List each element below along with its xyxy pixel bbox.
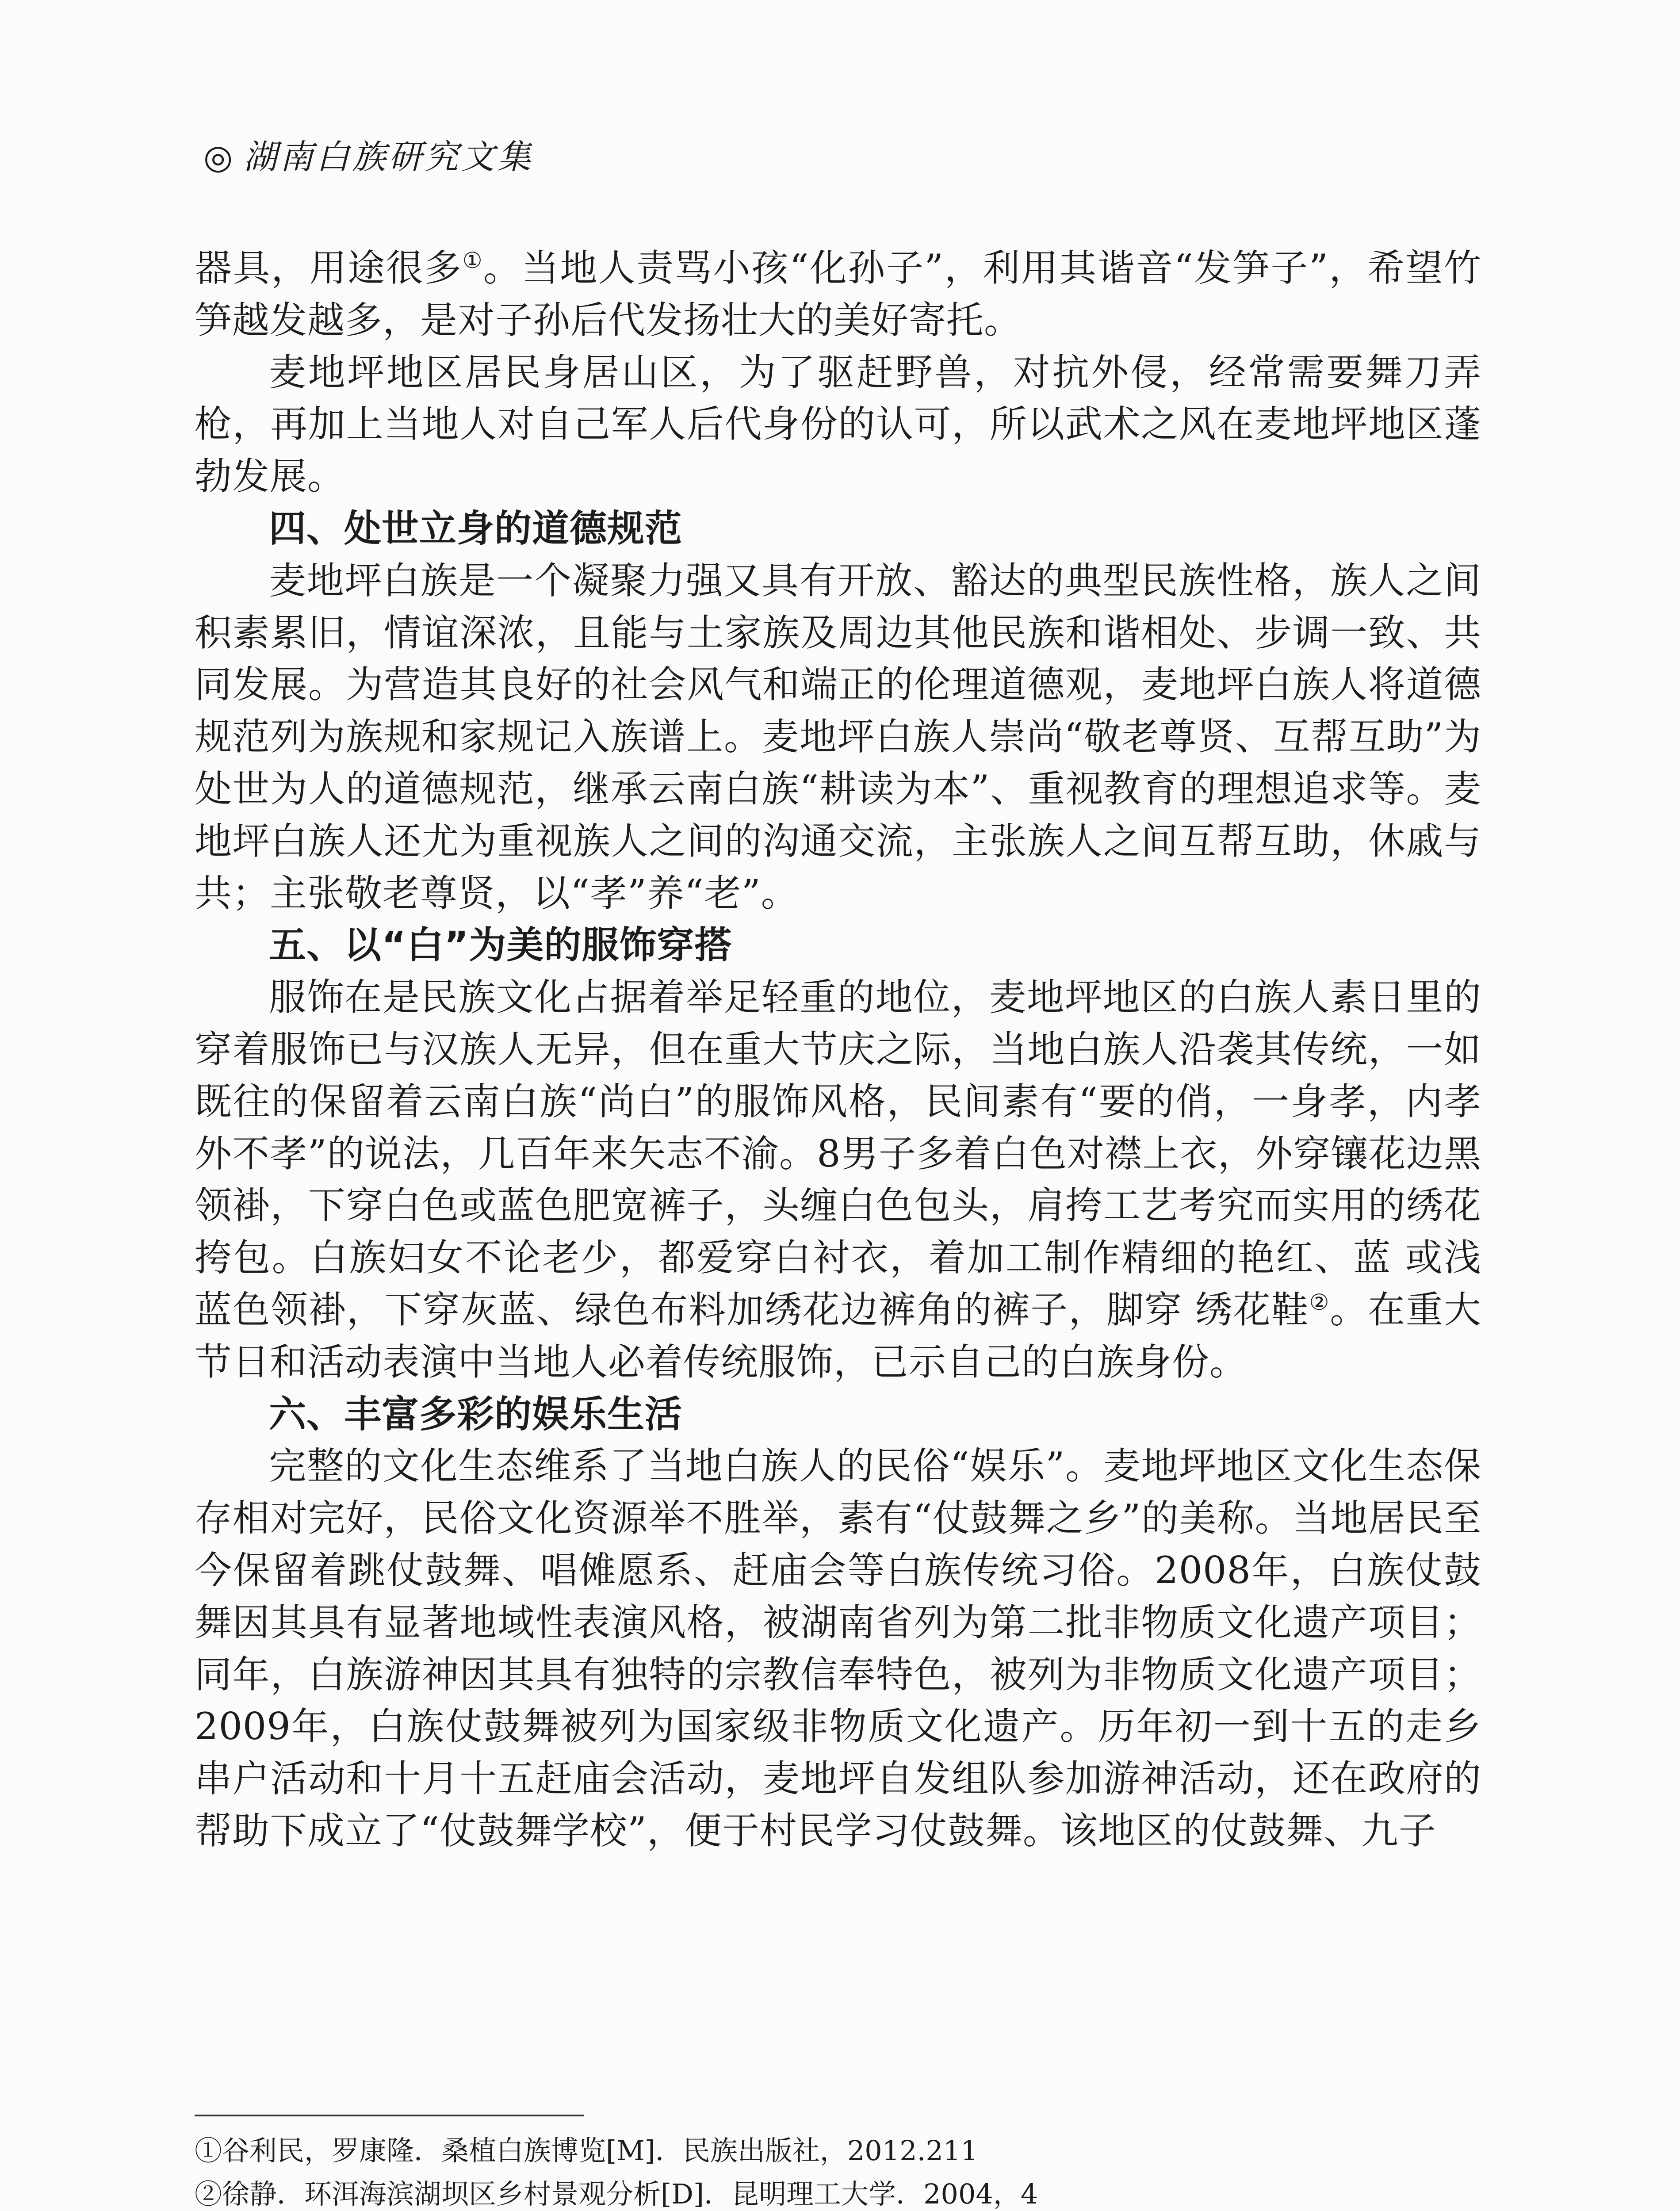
footnote-1: ①谷利民，罗康隆．桑植白族博览[M]．民族出版社，2012.211 <box>195 2134 978 2167</box>
book-title: 湖南白族研究文集 <box>243 137 534 176</box>
body-paragraph <box>195 555 1481 920</box>
section-heading-text: 六、丰富多彩的娱乐生活 <box>269 1392 683 1436</box>
body-paragraph <box>195 972 1481 1388</box>
section-heading-text: 四、处世立身的道德规范 <box>269 506 683 550</box>
paragraph-text: 麦地坪地区居民身居山区，为了驱赶野兽，对抗外侵，经常需要舞刀弄枪，再加上当地人对自己军人后代身份的认可，所以武术之风在麦地坪地区蓬勃发展。 <box>195 350 1481 498</box>
footnote-ref: ① <box>462 248 484 273</box>
body-paragraph <box>195 242 1481 347</box>
section-heading <box>195 503 1481 555</box>
circle-mark-icon: ◎ <box>203 137 236 176</box>
body-text <box>195 242 1481 1857</box>
section-heading-text: 五、以“白”为美的服饰穿搭 <box>269 923 732 967</box>
paragraph-text: 完整的文化生态维系了当地白族人的民俗“娱乐”。麦地坪地区文化生态保存相对完好，民俗文化资源举不胜举，素有“仗鼓舞之乡”的美称。当地居民至今保留着跳仗鼓舞、唱傩愿系、赶庙会等白族传统习俗。2008年，白族仗鼓舞因其具有显著地域性表演风格，被湖南省列为第二批非物质文化遗产项目；同年，白族游神因其具有独特的宗教信奉特色，被列为非物质文化遗产项目；2009年，白族仗鼓舞被列为国家级非物质文化遗产。历年初一到十五的走乡串户活动和十月十五赶庙会活动，麦地坪自发组队参加游神活动，还在政府的帮助下成立了“仗鼓舞学校”，便于村民学习仗鼓舞。该地区的仗鼓舞、九子 <box>195 1444 1481 1852</box>
section-heading <box>195 1389 1481 1441</box>
body-paragraph <box>195 1440 1481 1857</box>
section-heading <box>195 919 1481 972</box>
paragraph-text-continued: 。在重大节日和活动表演中当地人必着传统服饰，已示自己的白族身份。 <box>195 1288 1481 1384</box>
footnotes <box>195 2129 1477 2211</box>
footnote-2: ②徐静．环洱海滨湖坝区乡村景观分析[D]．昆明理工大学．2004，4 <box>195 2178 1038 2210</box>
footnote-divider <box>195 2115 584 2116</box>
paragraph-text: 器具，用途很多 <box>195 246 463 290</box>
footnote-ref: ② <box>1309 1289 1330 1315</box>
running-header <box>203 135 533 179</box>
paragraph-text: 麦地坪白族是一个凝聚力强又具有开放、豁达的典型民族性格，族人之间积素累旧，情谊深浓，且能与土家族及周边其他民族和谐相处、步调一致、共同发展。为营造其良好的社会风气和端正的伦理道德观，麦地坪白族人将道德规范列为族规和家规记入族谱上。麦地坪白族人崇尚“敬老尊贤、互帮互助”为处世为人的道德规范，继承云南白族“耕读为本”、重视教育的理想追求等。麦地坪白族人还尤为重视族人之间的沟通交流，主张族人之间互帮互助，休戚与共；主张敬老尊贤，以“孝”养“老”。 <box>195 558 1481 915</box>
body-paragraph <box>195 347 1481 503</box>
paragraph-text: 服饰在是民族文化占据着举足轻重的地位，麦地坪地区的白族人素日里的穿着服饰已与汉族人无异，但在重大节庆之际，当地白族人沿袭其传统，一如既往的保留着云南白族“尚白”的服饰风格，民间素有“要的俏，一身孝，内孝外不孝”的说法，几百年来矢志不渝。8男子多着白色对襟上衣，外穿镶花边黑领褂，下穿白色或蓝色肥宽裤子，头缠白色包头，肩挎工艺考究而实用的绣花挎包。白族妇女不论老少，都爱穿白衬衣，着加工制作精细的艳红、蓝 或浅蓝色领褂，下穿灰蓝、绿色布料加绣花边裤角的裤子，脚穿 绣花鞋 <box>195 975 1481 1331</box>
paragraph-text-continued: 。当地人责骂小孩“化孙子”，利用其谐音“发笋子”，希望竹笋越发越多，是对子孙后代发扬壮大的美好寄托。 <box>195 246 1481 342</box>
